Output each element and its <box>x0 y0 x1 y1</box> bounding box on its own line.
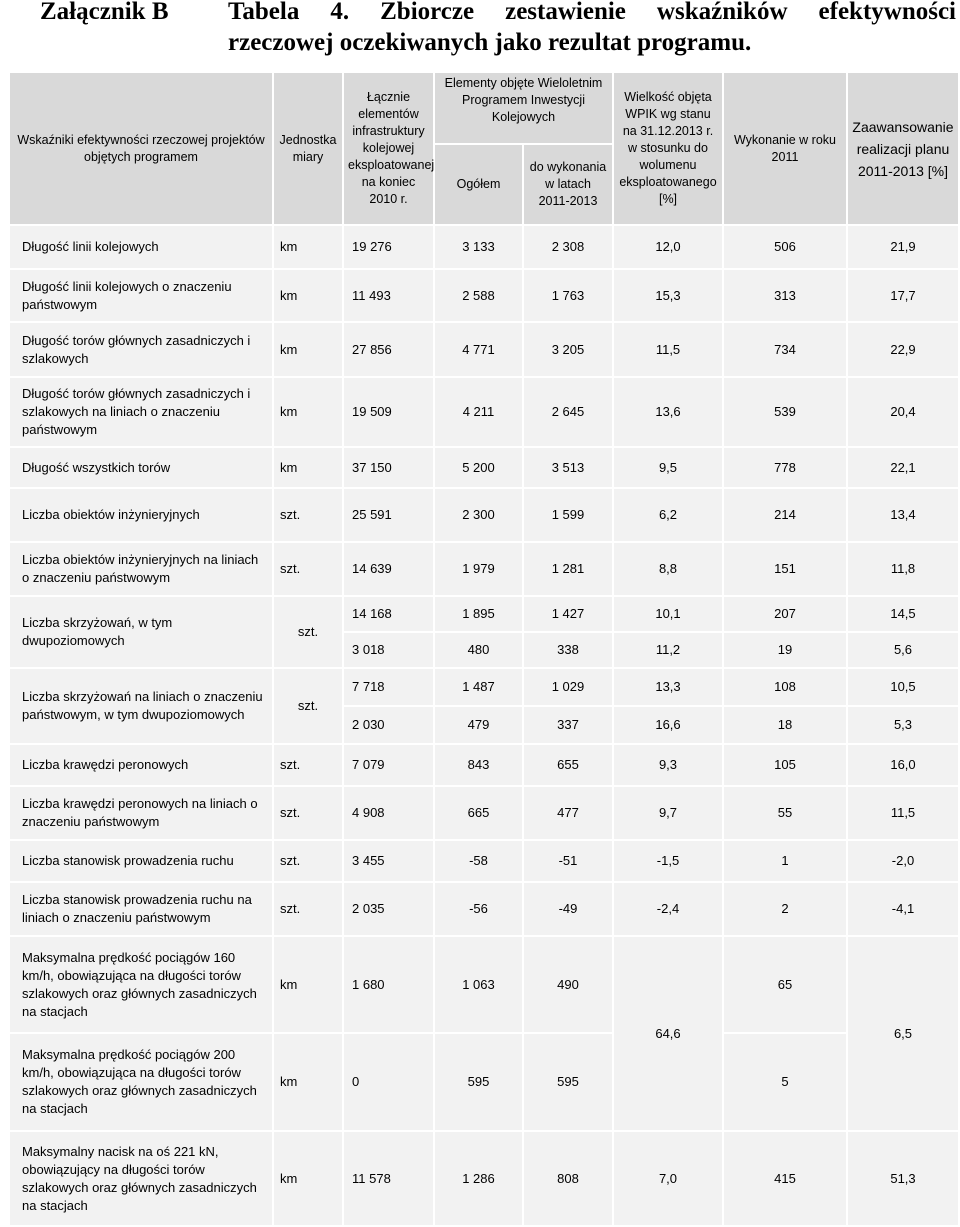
row-unit: szt. <box>273 542 343 596</box>
value-wpik-2011-2013: 1 029 <box>523 668 613 706</box>
value-wpik-2011-2013: 2 645 <box>523 377 613 447</box>
value-wpik-share: 12,0 <box>613 225 723 269</box>
value-wpik-total: 2 588 <box>434 269 523 322</box>
value-wpik-share: 16,6 <box>613 706 723 744</box>
table-row <box>9 447 959 488</box>
value-progress: 14,5 <box>847 596 959 632</box>
value-progress: 11,5 <box>847 786 959 840</box>
value-wpik-share: 7,0 <box>613 1131 723 1226</box>
value-wpik-2011-2013: 1 763 <box>523 269 613 322</box>
value-total-2010: 14 639 <box>343 542 434 596</box>
table-body <box>9 225 959 1226</box>
table-row <box>9 840 959 882</box>
value-exec-2011: 105 <box>723 744 847 786</box>
value-wpik-share: 9,7 <box>613 786 723 840</box>
value-exec-2011: 1 <box>723 840 847 882</box>
row-unit: szt. <box>273 786 343 840</box>
row-unit: szt. <box>273 840 343 882</box>
table-header <box>9 72 959 225</box>
value-exec-2011: 108 <box>723 668 847 706</box>
header-unit: Jednostka miary <box>273 72 343 225</box>
row-unit: km <box>273 269 343 322</box>
value-wpik-total: 4 771 <box>434 322 523 377</box>
value-wpik-total: 480 <box>434 632 523 668</box>
header-indicator: Wskaźniki efektywności rzeczowej projektów objętych programem <box>9 72 273 225</box>
value-exec-2011: 506 <box>723 225 847 269</box>
row-label: Liczba obiektów inżynieryjnych <box>9 488 273 542</box>
value-wpik-2011-2013: 1 281 <box>523 542 613 596</box>
value-wpik-share: 9,5 <box>613 447 723 488</box>
value-progress: 22,1 <box>847 447 959 488</box>
row-unit: km <box>273 1033 343 1131</box>
value-progress: 51,3 <box>847 1131 959 1226</box>
value-wpik-share: 9,3 <box>613 744 723 786</box>
value-exec-2011: 2 <box>723 882 847 936</box>
value-progress: 16,0 <box>847 744 959 786</box>
table-row <box>9 744 959 786</box>
value-progress: -4,1 <box>847 882 959 936</box>
table-row <box>9 269 959 322</box>
header-wpik-2011-2013: do wykonania w latach 2011-2013 <box>523 144 613 225</box>
value-exec-2011: 214 <box>723 488 847 542</box>
table-row <box>9 936 959 1033</box>
value-progress: 20,4 <box>847 377 959 447</box>
row-label: Maksymalna prędkość pociągów 200 km/h, obowiązująca na długości torów szlakowych oraz głównych zasadniczych na stacjach <box>9 1033 273 1131</box>
value-progress: -2,0 <box>847 840 959 882</box>
value-wpik-2011-2013: 477 <box>523 786 613 840</box>
header-total-infra: Łącznie elementów infrastruktury kolejowej eksploatowanej na koniec 2010 r. <box>343 72 434 225</box>
row-label: Liczba obiektów inżynieryjnych na liniach o znaczeniu państwowym <box>9 542 273 596</box>
value-exec-2011: 207 <box>723 596 847 632</box>
table-row <box>9 1131 959 1226</box>
row-label: Długość torów głównych zasadniczych i szlakowych <box>9 322 273 377</box>
value-wpik-2011-2013: 808 <box>523 1131 613 1226</box>
row-unit: szt. <box>273 744 343 786</box>
value-progress: 21,9 <box>847 225 959 269</box>
value-total-2010: 19 509 <box>343 377 434 447</box>
value-total-2010: 1 680 <box>343 936 434 1033</box>
value-wpik-total: 1 487 <box>434 668 523 706</box>
value-wpik-2011-2013: 2 308 <box>523 225 613 269</box>
value-total-2010: 11 578 <box>343 1131 434 1226</box>
value-wpik-share: 13,3 <box>613 668 723 706</box>
row-unit: szt. <box>273 488 343 542</box>
value-progress: 17,7 <box>847 269 959 322</box>
value-progress: 5,3 <box>847 706 959 744</box>
value-exec-2011: 19 <box>723 632 847 668</box>
row-label: Liczba skrzyżowań, w tym dwupoziomowych <box>9 596 273 668</box>
value-total-2010: 11 493 <box>343 269 434 322</box>
value-progress: 13,4 <box>847 488 959 542</box>
value-wpik-share: 6,2 <box>613 488 723 542</box>
value-total-2010: 27 856 <box>343 322 434 377</box>
value-wpik-share: 8,8 <box>613 542 723 596</box>
value-wpik-share: 11,5 <box>613 322 723 377</box>
value-wpik-2011-2013: 1 599 <box>523 488 613 542</box>
table-row <box>9 1033 959 1131</box>
row-unit: km <box>273 1131 343 1226</box>
value-wpik-2011-2013: 490 <box>523 936 613 1033</box>
table-title-line-1: Tabela 4. Zbiorcze zestawienie wskaźników efektywności <box>228 0 956 25</box>
row-unit: szt. <box>273 596 343 668</box>
annex-label: Załącznik B <box>40 0 169 25</box>
value-wpik-share: 11,2 <box>613 632 723 668</box>
row-unit: km <box>273 447 343 488</box>
page-title <box>0 0 960 62</box>
value-wpik-share: 15,3 <box>613 269 723 322</box>
value-wpik-total: 665 <box>434 786 523 840</box>
table-row <box>9 882 959 936</box>
value-exec-2011: 734 <box>723 322 847 377</box>
header-exec-2011: Wykonanie w roku 2011 <box>723 72 847 225</box>
value-wpik-2011-2013: 595 <box>523 1033 613 1131</box>
value-exec-2011: 151 <box>723 542 847 596</box>
value-exec-2011: 778 <box>723 447 847 488</box>
row-label: Maksymalna prędkość pociągów 160 km/h, obowiązująca na długości torów szlakowych oraz głównych zasadniczych na stacjach <box>9 936 273 1033</box>
value-exec-2011: 65 <box>723 936 847 1033</box>
value-wpik-total: 4 211 <box>434 377 523 447</box>
value-progress: 6,5 <box>847 936 959 1131</box>
value-total-2010: 4 908 <box>343 786 434 840</box>
row-unit: km <box>273 322 343 377</box>
value-exec-2011: 415 <box>723 1131 847 1226</box>
value-wpik-share: 10,1 <box>613 596 723 632</box>
value-wpik-total: 5 200 <box>434 447 523 488</box>
value-total-2010: 3 455 <box>343 840 434 882</box>
header-wpik-group: Elementy objęte Wieloletnim Programem Inwestycji Kolejowych <box>434 72 613 144</box>
value-progress: 10,5 <box>847 668 959 706</box>
value-wpik-2011-2013: 3 205 <box>523 322 613 377</box>
value-exec-2011: 539 <box>723 377 847 447</box>
value-wpik-total: 1 979 <box>434 542 523 596</box>
value-wpik-2011-2013: 3 513 <box>523 447 613 488</box>
value-total-2010: 7 079 <box>343 744 434 786</box>
value-total-2010: 19 276 <box>343 225 434 269</box>
value-exec-2011: 55 <box>723 786 847 840</box>
indicators-table <box>8 71 960 1227</box>
table-row <box>9 596 959 632</box>
value-total-2010: 14 168 <box>343 596 434 632</box>
value-wpik-total: -58 <box>434 840 523 882</box>
value-wpik-2011-2013: 337 <box>523 706 613 744</box>
value-wpik-total: 2 300 <box>434 488 523 542</box>
value-total-2010: 2 035 <box>343 882 434 936</box>
value-total-2010: 2 030 <box>343 706 434 744</box>
value-total-2010: 0 <box>343 1033 434 1131</box>
header-progress: Zaawansowanie realizacji planu 2011-2013 [%] <box>847 72 959 225</box>
value-wpik-total: -56 <box>434 882 523 936</box>
value-total-2010: 3 018 <box>343 632 434 668</box>
row-unit: km <box>273 377 343 447</box>
value-wpik-total: 3 133 <box>434 225 523 269</box>
row-label: Długość torów głównych zasadniczych i szlakowych na liniach o znaczeniu państwowym <box>9 377 273 447</box>
row-label: Liczba stanowisk prowadzenia ruchu na liniach o znaczeniu państwowym <box>9 882 273 936</box>
value-wpik-2011-2013: 1 427 <box>523 596 613 632</box>
value-wpik-2011-2013: -49 <box>523 882 613 936</box>
value-exec-2011: 313 <box>723 269 847 322</box>
table-row <box>9 786 959 840</box>
row-label: Maksymalny nacisk na oś 221 kN, obowiązujący na długości torów szlakowych oraz głównych zasadniczych na stacjach <box>9 1131 273 1226</box>
row-unit: szt. <box>273 882 343 936</box>
row-label: Liczba krawędzi peronowych <box>9 744 273 786</box>
row-unit: szt. <box>273 668 343 744</box>
value-progress: 22,9 <box>847 322 959 377</box>
value-wpik-share: 64,6 <box>613 936 723 1131</box>
value-wpik-total: 843 <box>434 744 523 786</box>
value-total-2010: 25 591 <box>343 488 434 542</box>
row-label: Długość linii kolejowych <box>9 225 273 269</box>
table-row <box>9 322 959 377</box>
value-wpik-total: 1 895 <box>434 596 523 632</box>
header-wpik-share: Wielkość objęta WPIK wg stanu na 31.12.2013 r. w stosunku do wolumenu eksploatowanego [%] <box>613 72 723 225</box>
value-total-2010: 37 150 <box>343 447 434 488</box>
value-wpik-total: 595 <box>434 1033 523 1131</box>
header-wpik-total: Ogółem <box>434 144 523 225</box>
value-progress: 5,6 <box>847 632 959 668</box>
value-exec-2011: 5 <box>723 1033 847 1131</box>
value-exec-2011: 18 <box>723 706 847 744</box>
value-wpik-share: 13,6 <box>613 377 723 447</box>
value-wpik-total: 479 <box>434 706 523 744</box>
table-row <box>9 488 959 542</box>
value-wpik-2011-2013: -51 <box>523 840 613 882</box>
table-row <box>9 377 959 447</box>
table-row <box>9 225 959 269</box>
row-label: Liczba stanowisk prowadzenia ruchu <box>9 840 273 882</box>
row-label: Liczba skrzyżowań na liniach o znaczeniu państwowym, w tym dwupoziomowych <box>9 668 273 744</box>
table-row <box>9 542 959 596</box>
value-progress: 11,8 <box>847 542 959 596</box>
table-row <box>9 668 959 706</box>
table-title-line-2: rzeczowej oczekiwanych jako rezultat programu. <box>228 29 752 56</box>
row-label: Długość linii kolejowych o znaczeniu państwowym <box>9 269 273 322</box>
value-wpik-total: 1 286 <box>434 1131 523 1226</box>
value-total-2010: 7 718 <box>343 668 434 706</box>
value-wpik-share: -2,4 <box>613 882 723 936</box>
value-wpik-share: -1,5 <box>613 840 723 882</box>
value-wpik-total: 1 063 <box>434 936 523 1033</box>
row-label: Długość wszystkich torów <box>9 447 273 488</box>
row-label: Liczba krawędzi peronowych na liniach o znaczeniu państwowym <box>9 786 273 840</box>
value-wpik-2011-2013: 655 <box>523 744 613 786</box>
row-unit: km <box>273 936 343 1033</box>
row-unit: km <box>273 225 343 269</box>
value-wpik-2011-2013: 338 <box>523 632 613 668</box>
